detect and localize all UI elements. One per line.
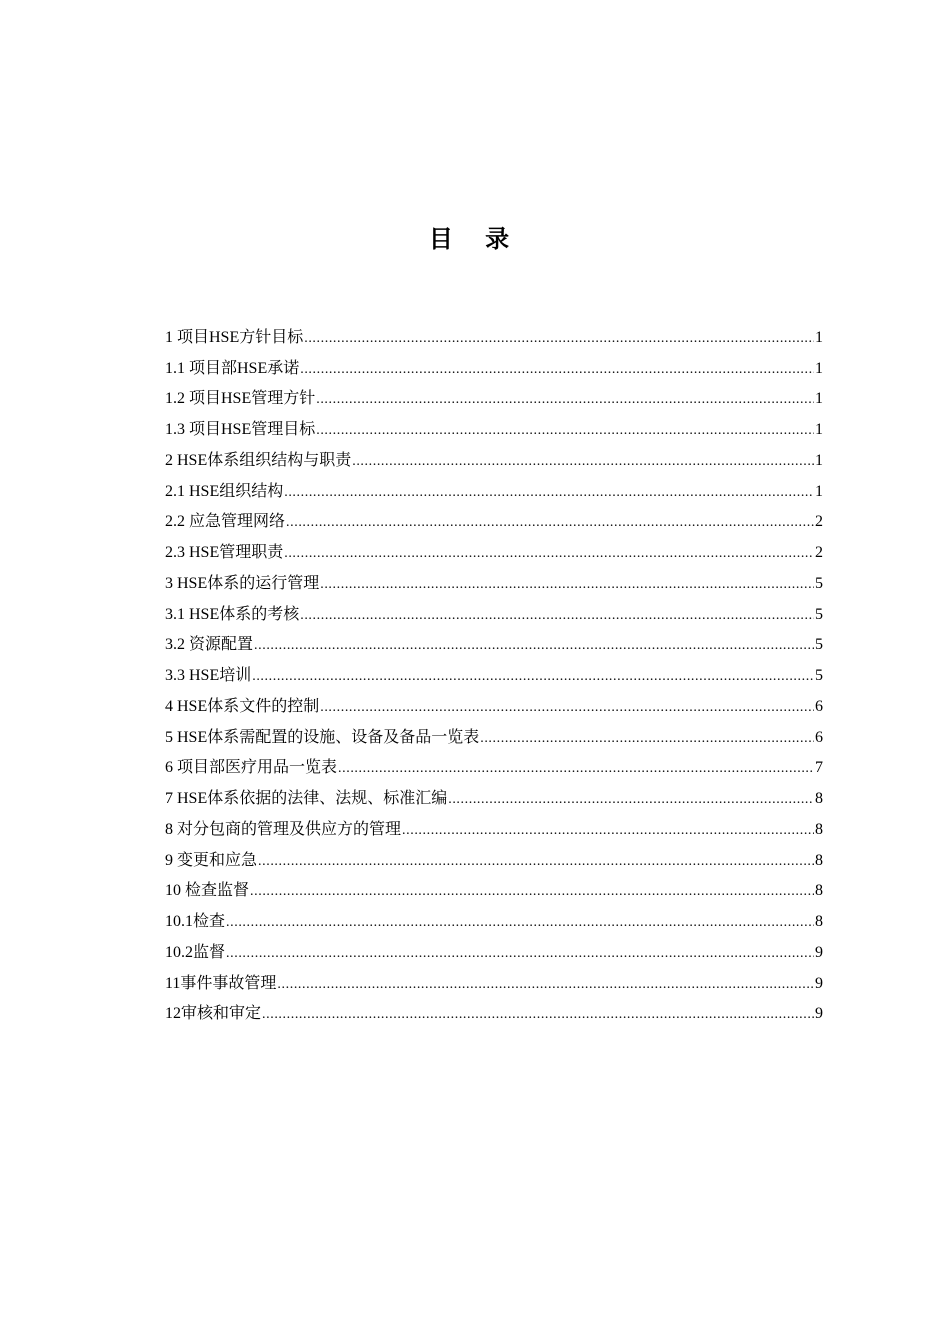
- toc-entry[interactable]: [165, 532, 823, 563]
- table-of-contents: [165, 317, 823, 1024]
- toc-entry-page: 1: [815, 328, 823, 346]
- toc-entry-label: 5 HSE体系需配置的设施、设备及备品一览表: [165, 728, 480, 746]
- toc-leader-dots: [316, 389, 814, 409]
- toc-entry[interactable]: [165, 655, 823, 686]
- toc-entry[interactable]: [165, 625, 823, 656]
- toc-leader-dots: [258, 851, 814, 871]
- toc-entry-page: 7: [815, 759, 823, 777]
- toc-leader-dots: [250, 881, 814, 901]
- toc-entry-label: 4 HSE体系文件的控制: [165, 697, 320, 715]
- toc-leader-dots: [284, 543, 814, 563]
- toc-entry[interactable]: [165, 871, 823, 902]
- toc-entry-page: 9: [815, 943, 823, 961]
- toc-entry[interactable]: [165, 901, 823, 932]
- toc-entry-label: 1.3 项目HSE管理目标: [165, 421, 316, 438]
- toc-entry-label: 6 项目部医疗用品一览表: [165, 759, 338, 777]
- toc-leader-dots: [304, 328, 814, 348]
- toc-entry-label: 1.2 项目HSE管理方针: [165, 390, 316, 408]
- toc-entry-label: 3.3 HSE培训: [165, 667, 252, 684]
- toc-leader-dots: [338, 758, 814, 778]
- toc-entry[interactable]: [165, 686, 823, 717]
- toc-entry-label: 1 项目HSE方针目标: [165, 328, 304, 346]
- toc-entry[interactable]: [165, 317, 823, 348]
- toc-entry[interactable]: [165, 502, 823, 533]
- toc-entry-label: 8 对分包商的管理及供应方的管理: [165, 820, 402, 838]
- toc-entry-page: 1: [815, 451, 823, 469]
- toc-entry-page: 5: [815, 574, 823, 592]
- toc-entry-page: 2: [815, 513, 823, 531]
- toc-entry[interactable]: [165, 440, 823, 471]
- toc-entry-page: 1: [815, 421, 823, 438]
- toc-entry[interactable]: [165, 348, 823, 379]
- toc-leader-dots: [262, 1004, 814, 1024]
- toc-entry-label: 7 HSE体系依据的法律、法规、标准汇编: [165, 790, 448, 807]
- toc-leader-dots: [277, 974, 814, 994]
- toc-entry-page: 8: [815, 851, 823, 869]
- toc-leader-dots: [286, 512, 814, 532]
- toc-entry-page: 5: [815, 605, 823, 623]
- toc-entry[interactable]: [165, 748, 823, 779]
- toc-entry-page: 8: [815, 882, 823, 900]
- toc-entry-page: 8: [815, 820, 823, 838]
- toc-entry-page: 1: [815, 390, 823, 408]
- toc-entry[interactable]: [165, 594, 823, 625]
- toc-entry-label: 1.1 项目部HSE承诺: [165, 359, 300, 377]
- toc-entry[interactable]: [165, 379, 823, 410]
- toc-entry-label: 2 HSE体系组织结构与职责: [165, 451, 352, 469]
- toc-entry-label: 10.2监督: [165, 943, 226, 961]
- toc-entry[interactable]: [165, 778, 823, 809]
- toc-leader-dots: [320, 697, 814, 717]
- toc-leader-dots: [480, 728, 814, 748]
- toc-entry[interactable]: [165, 963, 823, 994]
- toc-entry[interactable]: [165, 840, 823, 871]
- toc-entry-page: 5: [815, 636, 823, 654]
- toc-entry-page: 5: [815, 667, 823, 684]
- toc-entry-page: 6: [815, 697, 823, 715]
- page-title: 目 录: [428, 225, 522, 253]
- toc-entry[interactable]: [165, 994, 823, 1025]
- toc-entry[interactable]: [165, 563, 823, 594]
- toc-leader-dots: [402, 820, 814, 840]
- toc-entry-page: 1: [815, 482, 823, 500]
- toc-leader-dots: [252, 666, 814, 686]
- toc-entry-page: 2: [815, 544, 823, 561]
- toc-leader-dots: [226, 912, 814, 932]
- toc-entry-label: 3 HSE体系的运行管理: [165, 574, 320, 592]
- toc-leader-dots: [226, 943, 814, 963]
- toc-entry-page: 9: [815, 1005, 823, 1023]
- toc-entry-label: 3.2 资源配置: [165, 636, 254, 654]
- toc-leader-dots: [300, 605, 814, 625]
- toc-entry[interactable]: [165, 409, 823, 440]
- toc-entry-label: 2.3 HSE管理职责: [165, 544, 284, 561]
- toc-entry-page: 1: [815, 359, 823, 377]
- toc-entry-label: 2.1 HSE组织结构: [165, 482, 284, 500]
- toc-leader-dots: [254, 635, 814, 655]
- toc-entry-label: 2.2 应急管理网络: [165, 513, 286, 531]
- toc-entry-page: 6: [815, 728, 823, 746]
- toc-entry[interactable]: [165, 932, 823, 963]
- toc-leader-dots: [320, 574, 814, 594]
- toc-entry[interactable]: [165, 717, 823, 748]
- toc-leader-dots: [284, 482, 814, 502]
- toc-entry-label: 12审核和审定: [165, 1005, 262, 1023]
- toc-entry-label: 9 变更和应急: [165, 851, 258, 869]
- toc-entry-label: 10 检查监督: [165, 882, 250, 900]
- toc-leader-dots: [352, 451, 814, 471]
- toc-entry-page: 8: [815, 913, 823, 930]
- toc-entry-label: 10.1检查: [165, 913, 226, 930]
- toc-entry-label: 3.1 HSE体系的考核: [165, 605, 300, 623]
- toc-entry[interactable]: [165, 809, 823, 840]
- toc-entry[interactable]: [165, 471, 823, 502]
- toc-leader-dots: [316, 420, 814, 440]
- toc-entry-page: 9: [815, 974, 823, 992]
- toc-leader-dots: [448, 789, 814, 809]
- toc-entry-page: 8: [815, 790, 823, 807]
- toc-entry-label: 11事件事故管理: [165, 974, 277, 992]
- toc-leader-dots: [300, 359, 814, 379]
